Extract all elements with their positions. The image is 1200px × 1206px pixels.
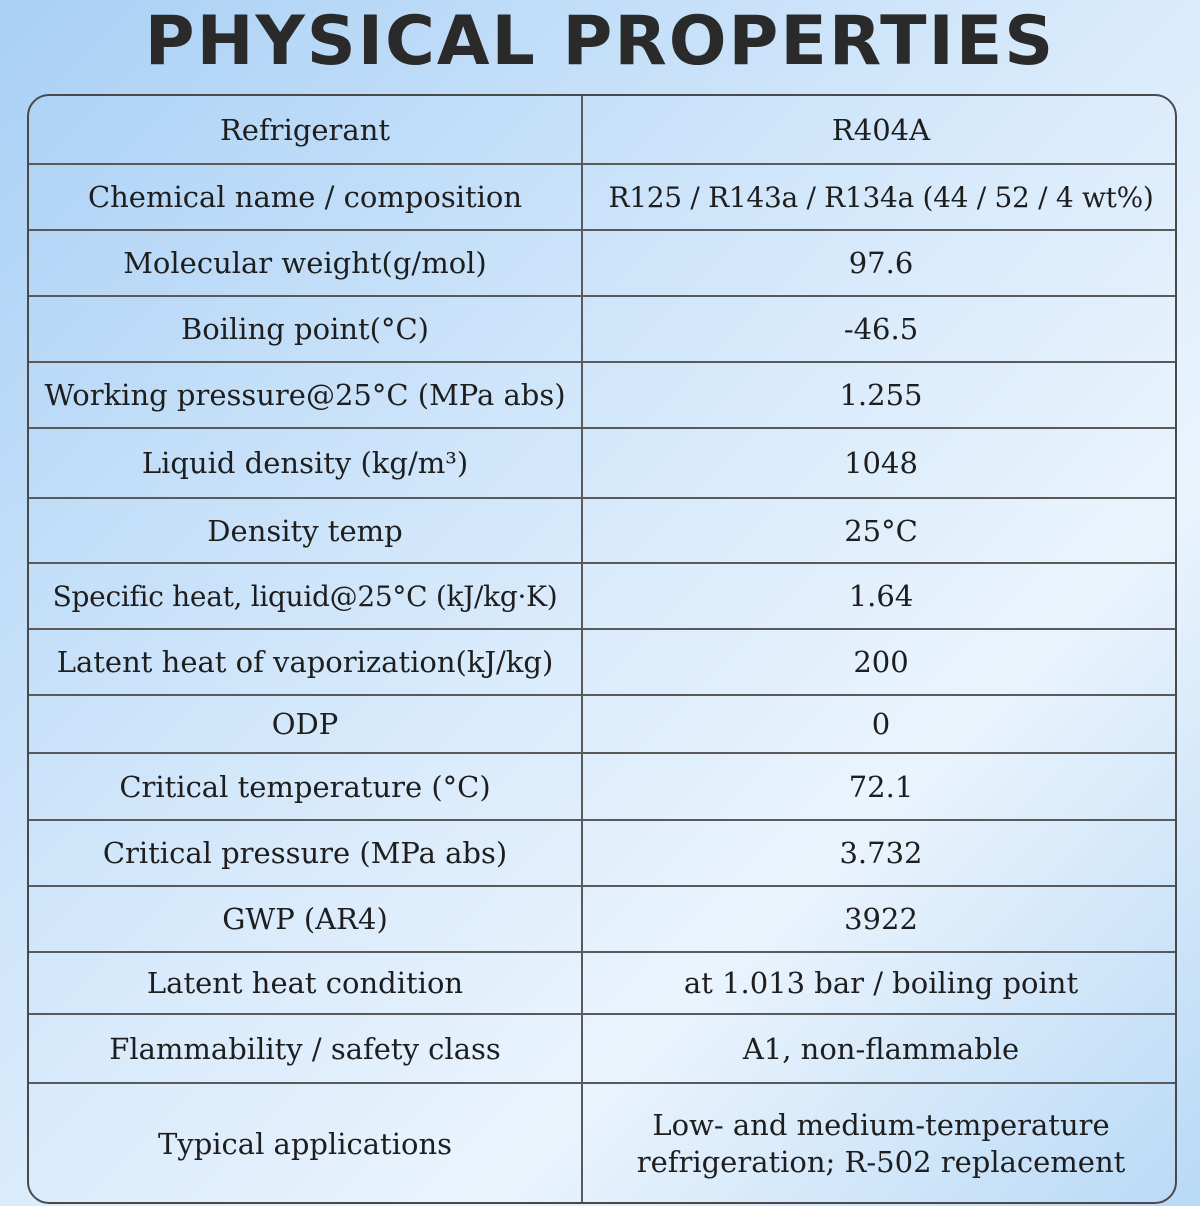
property-value: 72.1 bbox=[582, 753, 1177, 820]
property-label: Liquid density (kg/m³) bbox=[29, 428, 582, 498]
property-value: 200 bbox=[582, 629, 1177, 695]
property-value: 0 bbox=[582, 695, 1177, 753]
property-label: Boiling point(°C) bbox=[29, 296, 582, 362]
property-label: Refrigerant bbox=[29, 96, 582, 164]
table-row bbox=[29, 230, 1177, 296]
table-row bbox=[29, 820, 1177, 886]
table-row bbox=[29, 753, 1177, 820]
property-label: Flammability / safety class bbox=[29, 1014, 582, 1083]
property-label: Molecular weight(g/mol) bbox=[29, 230, 582, 296]
table-row bbox=[29, 1014, 1177, 1083]
property-value: at 1.013 bar / boiling point bbox=[582, 952, 1177, 1014]
property-value: 3.732 bbox=[582, 820, 1177, 886]
property-value: -46.5 bbox=[582, 296, 1177, 362]
page-title: PHYSICAL PROPERTIES bbox=[144, 2, 1056, 81]
property-value: 97.6 bbox=[582, 230, 1177, 296]
property-label: Typical applications bbox=[157, 1127, 453, 1161]
table-row bbox=[29, 695, 1177, 753]
property-value: 25°C bbox=[582, 498, 1177, 563]
property-label: Density temp bbox=[29, 498, 582, 563]
property-label: ODP bbox=[29, 695, 582, 753]
property-label: Chemical name / composition bbox=[29, 164, 582, 230]
table-row bbox=[29, 362, 1177, 428]
properties-table bbox=[27, 94, 1177, 1204]
property-value: 1.64 bbox=[582, 563, 1177, 629]
property-value: 1.255 bbox=[582, 362, 1177, 428]
table-row bbox=[29, 296, 1177, 362]
property-value: Low- and medium-temperature refrigeration; R-502 replacement bbox=[582, 1083, 1177, 1204]
property-label: Critical pressure (MPa abs) bbox=[29, 820, 582, 886]
table-row bbox=[29, 164, 1177, 230]
property-label: Working pressure@25°C (MPa abs) bbox=[29, 362, 582, 428]
property-label: Critical temperature (°C) bbox=[29, 753, 582, 820]
property-label: Latent heat condition bbox=[29, 952, 582, 1014]
table-row bbox=[29, 563, 1177, 629]
property-value: A1, non-flammable bbox=[582, 1014, 1177, 1083]
property-label: GWP (AR4) bbox=[29, 886, 582, 952]
property-value: R404A bbox=[582, 96, 1177, 164]
property-value: 3922 bbox=[582, 886, 1177, 952]
property-label: Latent heat of vaporization(kJ/kg) bbox=[29, 629, 582, 695]
table-row bbox=[29, 96, 1177, 164]
property-value: 1048 bbox=[582, 428, 1177, 498]
table-row bbox=[29, 1083, 1177, 1204]
table-row bbox=[29, 886, 1177, 952]
property-value: R125 / R143a / R134a (44 / 52 / 4 wt%) bbox=[582, 164, 1177, 230]
table-row bbox=[29, 629, 1177, 695]
table-row bbox=[29, 428, 1177, 498]
table-row bbox=[29, 498, 1177, 563]
property-label: Specific heat, liquid@25°C (kJ/kg·K) bbox=[29, 563, 582, 629]
table-row bbox=[29, 952, 1177, 1014]
